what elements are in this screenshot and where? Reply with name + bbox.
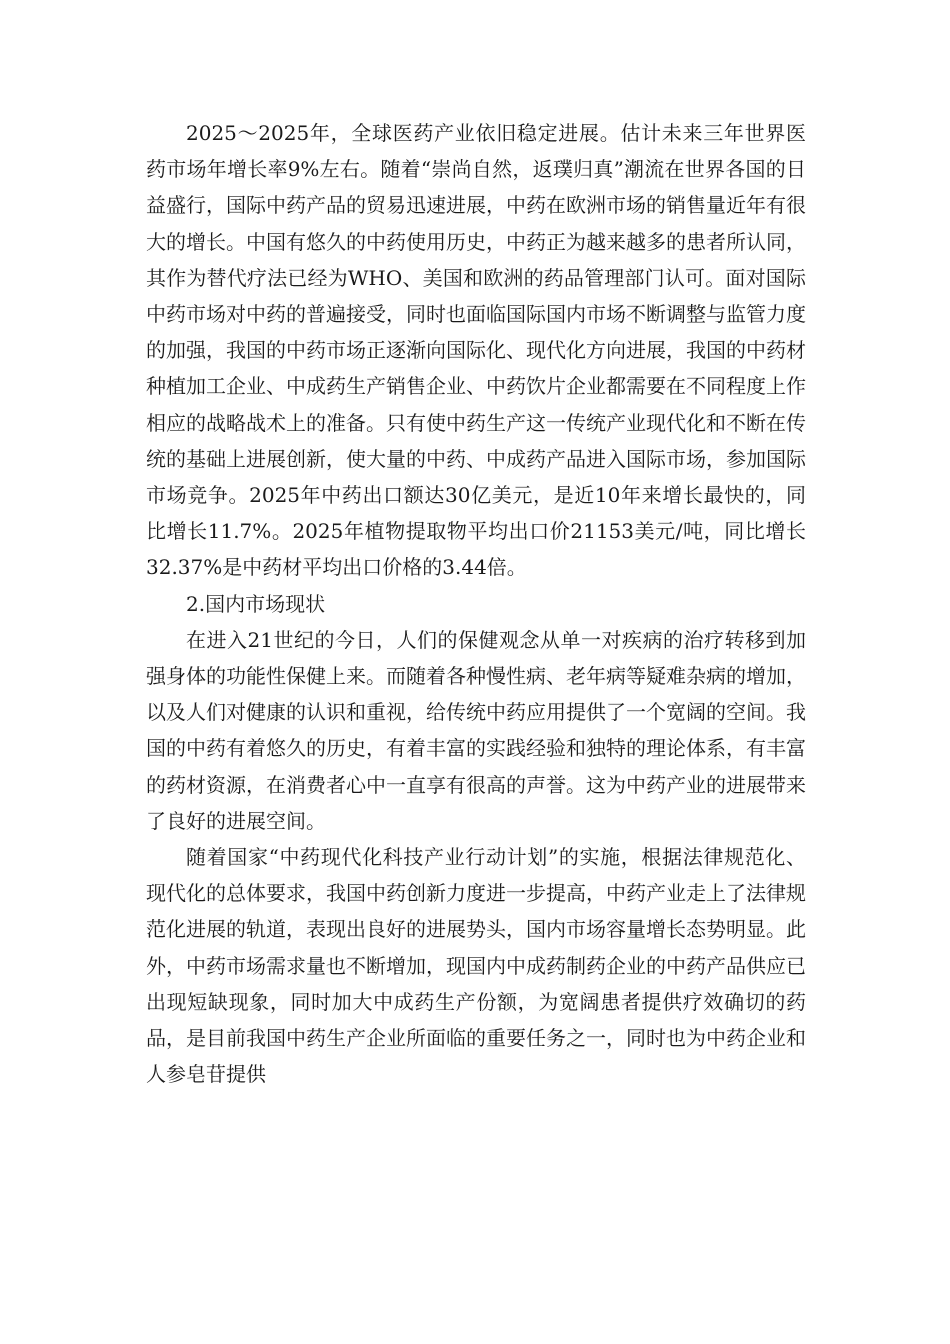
paragraph-domestic-health: 在进入21世纪的今日，人们的保健观念从单一对疾病的治疗转移到加强身体的功能性保健上来。而随着各种慢性病、老年病等疑难杂病的增加，以及人们对健康的认识和重视，给传统中药应用提供了一个宽阔的空间。我国的中药有着悠久的历史，有着丰富的实践经验和独特的理论体系，有丰富的药材资源，在消费者心中一直享有很高的声誉。这为中药产业的进展带来了良好的进展空间。: [146, 627, 806, 833]
paragraph-modernization-plan: 随着国家“中药现代化科技产业行动计划”的实施，根据法律规范化、现代化的总体要求，我国中药创新力度进一步提高，中药产业走上了法律规范化进展的轨道，表现出良好的进展势头，国内市场容量增长态势明显。此外，中药市场需求量也不断增加，现国内中成药制药企业的中药产品供应已出现短缺现象，同时加大中成药生产份额，为宽阔患者提供疗效确切的药品，是目前我国中药生产企业所面临的重要任务之一，同时也为中药企业和人参皂苷提供: [146, 845, 806, 1087]
paragraph-global-market: 2025～2025年，全球医药产业依旧稳定进展。估计未来三年世界医药市场年增长率9%左右。随着“崇尚自然，返璞归真”潮流在世界各国的日益盛行，国际中药产品的贸易迅速进展，中药在欧洲市场的销售量近年有很大的增长。中国有悠久的中药使用历史，中药正为越来越多的患者所认同，其作为替代疗法已经为WHO、美国和欧洲的药品管理部门认可。面对国际中药市场对中药的普遍接受，同时也面临国际国内市场不断调整与监管力度的加强，我国的中药市场正逐渐向国际化、现代化方向进展，我国的中药材种植加工企业、中成药生产销售企业、中药饮片企业都需要在不同程度上作相应的战略战术上的准备。只有使中药生产这一传统产业现代化和不断在传统的基础上进展创新，使大量的中药、中成药产品进入国际市场，参加国际市场竞争。2025年中药出口额达30亿美元，是近10年来增长最快的，同比增长11.7%。2025年植物提取物平均出口价21153美元/吨，同比增长32.37%是中药材平均出口价格的3.44倍。: [146, 121, 806, 580]
section-heading-domestic-market: 2.国内市场现状: [186, 591, 326, 616]
document-body: [146, 115, 806, 1092]
